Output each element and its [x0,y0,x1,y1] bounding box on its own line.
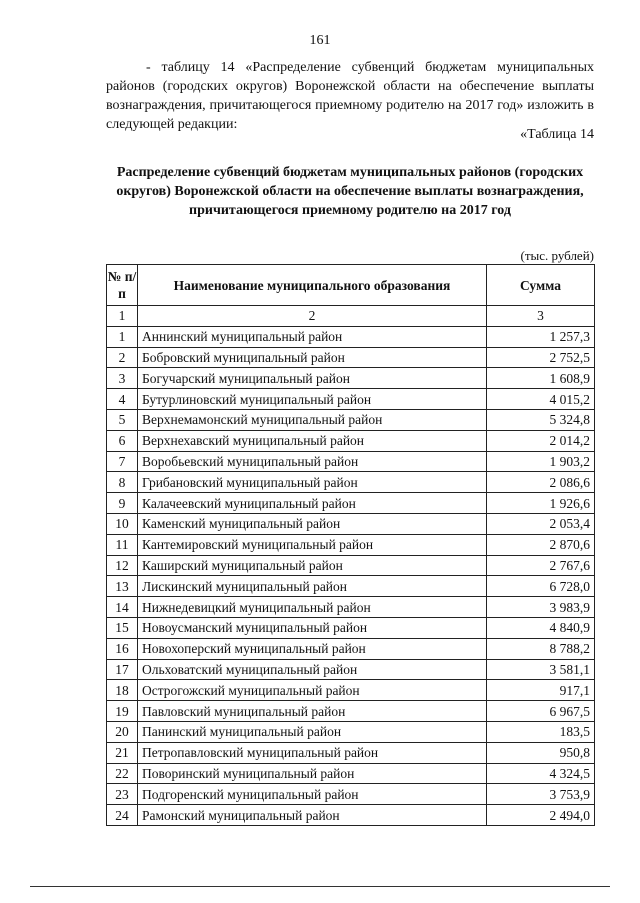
row-number-cell: 24 [107,805,138,826]
row-sum-cell: 183,5 [487,721,595,742]
row-name-cell: Каменский муниципальный район [138,513,487,534]
intro-paragraph [106,58,594,134]
table-row [107,576,595,597]
row-number-cell: 6 [107,430,138,451]
table-row [107,617,595,638]
table-row [107,409,595,430]
table-row [107,326,595,347]
row-number-cell: 7 [107,451,138,472]
table-row [107,389,595,410]
row-sum-cell: 4 015,2 [487,389,595,410]
row-number-cell: 12 [107,555,138,576]
row-name-cell: Панинский муниципальный район [138,721,487,742]
table-body [107,306,595,826]
column-number-cell: 3 [487,306,595,327]
row-sum-cell: 4 840,9 [487,617,595,638]
row-number-cell: 18 [107,680,138,701]
row-name-cell: Верхнехавский муниципальный район [138,430,487,451]
row-sum-cell: 2 086,6 [487,472,595,493]
subsidy-table [106,264,595,826]
row-name-cell: Павловский муниципальный район [138,701,487,722]
row-sum-cell: 6 967,5 [487,701,595,722]
row-sum-cell: 2 767,6 [487,555,595,576]
row-sum-cell: 6 728,0 [487,576,595,597]
row-number-cell: 4 [107,389,138,410]
row-number-cell: 21 [107,742,138,763]
row-name-cell: Ольховатский муниципальный район [138,659,487,680]
page-number: 161 [309,33,331,48]
table-row [107,659,595,680]
row-sum-cell: 3 983,9 [487,597,595,618]
row-name-cell: Подгоренский муниципальный район [138,784,487,805]
row-sum-cell: 2 752,5 [487,347,595,368]
row-number-cell: 23 [107,784,138,805]
row-number-cell: 16 [107,638,138,659]
row-name-cell: Лискинский муниципальный район [138,576,487,597]
table-row [107,451,595,472]
row-number-cell: 17 [107,659,138,680]
column-number-row [107,306,595,327]
row-number-cell: 2 [107,347,138,368]
row-sum-cell: 2 494,0 [487,805,595,826]
table-header-row [107,265,595,306]
row-sum-cell: 1 926,6 [487,493,595,514]
row-name-cell: Верхнемамонский муниципальный район [138,409,487,430]
row-number-cell: 14 [107,597,138,618]
row-name-cell: Нижнедевицкий муниципальный район [138,597,487,618]
row-name-cell: Грибановский муниципальный район [138,472,487,493]
row-name-cell: Аннинский муниципальный район [138,326,487,347]
header-name: Наименование муниципального образования [138,265,487,306]
row-sum-cell: 5 324,8 [487,409,595,430]
row-name-cell: Рамонский муниципальный район [138,805,487,826]
table-row [107,742,595,763]
row-name-cell: Воробьевский муниципальный район [138,451,487,472]
row-number-cell: 15 [107,617,138,638]
table-row [107,597,595,618]
row-number-cell: 1 [107,326,138,347]
row-name-cell: Бутурлиновский муниципальный район [138,389,487,410]
row-name-cell: Острогожский муниципальный район [138,680,487,701]
table-row [107,638,595,659]
column-number-cell: 2 [138,306,487,327]
table-row [107,347,595,368]
table-reference: «Таблица 14 [520,127,594,142]
units-label: (тыс. рублей) [520,248,594,263]
row-sum-cell: 917,1 [487,680,595,701]
row-number-cell: 19 [107,701,138,722]
page-bottom-rule [30,886,610,887]
row-number-cell: 5 [107,409,138,430]
row-name-cell: Калачеевский муниципальный район [138,493,487,514]
row-name-cell: Кантемировский муниципальный район [138,534,487,555]
table-row [107,784,595,805]
row-sum-cell: 3 753,9 [487,784,595,805]
row-number-cell: 8 [107,472,138,493]
row-name-cell: Новоусманский муниципальный район [138,617,487,638]
row-sum-cell: 950,8 [487,742,595,763]
row-sum-cell: 3 581,1 [487,659,595,680]
table-row [107,555,595,576]
row-sum-cell: 1 903,2 [487,451,595,472]
row-name-cell: Новохоперский муниципальный район [138,638,487,659]
column-number-cell: 1 [107,306,138,327]
table-row [107,472,595,493]
row-number-cell: 22 [107,763,138,784]
row-name-cell: Каширский муниципальный район [138,555,487,576]
row-sum-cell: 8 788,2 [487,638,595,659]
row-sum-cell: 1 257,3 [487,326,595,347]
table-row [107,493,595,514]
row-name-cell: Богучарский муниципальный район [138,368,487,389]
row-number-cell: 10 [107,513,138,534]
table-row [107,680,595,701]
row-sum-cell: 2 014,2 [487,430,595,451]
table-row [107,513,595,534]
row-sum-cell: 2 870,6 [487,534,595,555]
table-row [107,805,595,826]
row-name-cell: Поворинский муниципальный район [138,763,487,784]
header-number: № п/п [107,265,138,306]
table-row [107,701,595,722]
row-number-cell: 9 [107,493,138,514]
row-sum-cell: 1 608,9 [487,368,595,389]
row-number-cell: 11 [107,534,138,555]
row-number-cell: 3 [107,368,138,389]
row-number-cell: 13 [107,576,138,597]
header-sum: Сумма [487,265,595,306]
row-sum-cell: 2 053,4 [487,513,595,534]
table-row [107,368,595,389]
table-row [107,721,595,742]
table-row [107,763,595,784]
intro-text: - таблицу 14 «Распределение субвенций бюджетам муниципальных районов (городских округов) Воронежской области на обеспечение выплаты вознаграждения, причитающегося приемному родителю на 2017 год» изложить в следующей редакции: [106,60,594,132]
table-row [107,534,595,555]
table-title: Распределение субвенций бюджетам муниципальных районов (городских округов) Воронежской области на обеспечение выплаты вознаграждения, причитающегося приемному родителю на 2017 год [116,165,584,218]
row-number-cell: 20 [107,721,138,742]
row-sum-cell: 4 324,5 [487,763,595,784]
table-row [107,430,595,451]
row-name-cell: Бобровский муниципальный район [138,347,487,368]
row-name-cell: Петропавловский муниципальный район [138,742,487,763]
